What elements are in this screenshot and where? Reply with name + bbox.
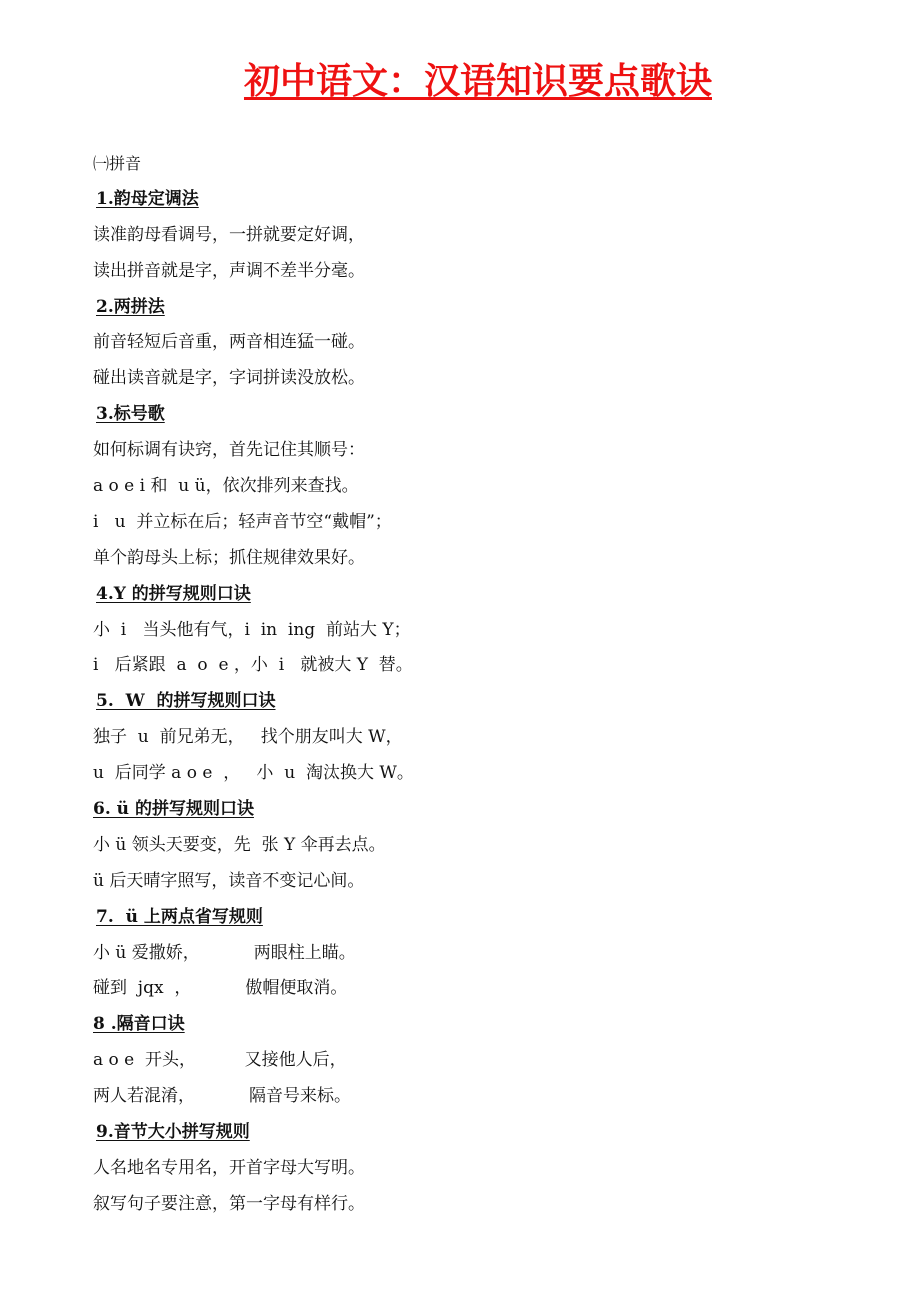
rule-line: 小 ü 领头天要变，先 张 Y 伞再去点。 — [93, 834, 386, 855]
rule-heading: 2.两拼法 — [96, 296, 165, 317]
rule-line: i 后紧跟 a o e ，小 i 就被大 Y 替。 — [93, 655, 413, 676]
section-label: ㈠拼音 — [93, 154, 142, 173]
rule-line: 小 ü 爱撒娇， 两眼柱上瞄。 — [93, 942, 356, 963]
rule-heading: 5. W 的拼写规则口诀 — [96, 691, 276, 712]
rule-heading: 3.标号歌 — [96, 404, 165, 425]
rule-heading: 9.音节大小拼写规则 — [96, 1122, 250, 1143]
rule-line: 小 i 当头他有气，i in ing 前站大 Y； — [93, 619, 411, 640]
rule-block — [93, 1115, 853, 1223]
rule-line: u 后同学 a o e ， 小 u 淘汰换大 W。 — [93, 763, 414, 784]
rule-block — [93, 900, 853, 1008]
rule-block — [93, 1007, 853, 1115]
rule-line: i u 并立标在后；轻声音节空“戴帽”； — [93, 511, 392, 532]
rule-line: 碰到 jqx ， 傲帽便取消。 — [93, 978, 348, 999]
rule-block — [93, 792, 853, 900]
rule-line: a o e i 和 u ü，依次排列来查找。 — [93, 476, 359, 497]
rule-line: ü 后天晴字照写，读音不变记心间。 — [93, 870, 365, 891]
rule-line: 碰出读音就是字，字词拼读没放松。 — [93, 368, 365, 389]
rule-line: 单个韵母头上标；抓住规律效果好。 — [93, 547, 365, 568]
rule-line: 读准韵母看调号，一拼就要定好调， — [93, 224, 365, 245]
rule-line: 前音轻短后音重，两音相连猛一碰。 — [93, 332, 365, 353]
rule-line: 人名地名专用名，开首字母大写明。 — [93, 1157, 365, 1178]
page-title: 初中语文：汉语知识要点歌诀 — [243, 61, 712, 102]
rule-line: 独子 u 前兄弟无， 找个朋友叫大 W， — [93, 727, 403, 748]
rule-line: 两人若混淆， 隔音号来标。 — [93, 1086, 352, 1107]
rule-heading: 1.韵母定调法 — [96, 188, 199, 209]
rule-heading: 6. ü 的拼写规则口诀 — [93, 799, 254, 820]
rule-block — [93, 684, 853, 792]
rule-line: 读出拼音就是字，声调不差半分毫。 — [93, 260, 365, 281]
rule-heading: 8 .隔音口诀 — [93, 1014, 185, 1035]
document-body — [93, 146, 853, 1223]
rule-line: 如何标调有诀窍，首先记住其顺号： — [93, 440, 365, 461]
rule-block — [93, 397, 853, 576]
rule-line: a o e 开头， 又接他人后， — [93, 1050, 347, 1071]
rule-block — [93, 290, 853, 398]
rule-block — [93, 182, 853, 290]
rule-heading: 7. ü 上两点省写规则 — [96, 906, 263, 927]
rule-block — [93, 577, 853, 685]
rule-heading: 4.Y 的拼写规则口诀 — [96, 583, 251, 604]
rule-line: 叙写句子要注意，第一字母有样行。 — [93, 1193, 365, 1214]
